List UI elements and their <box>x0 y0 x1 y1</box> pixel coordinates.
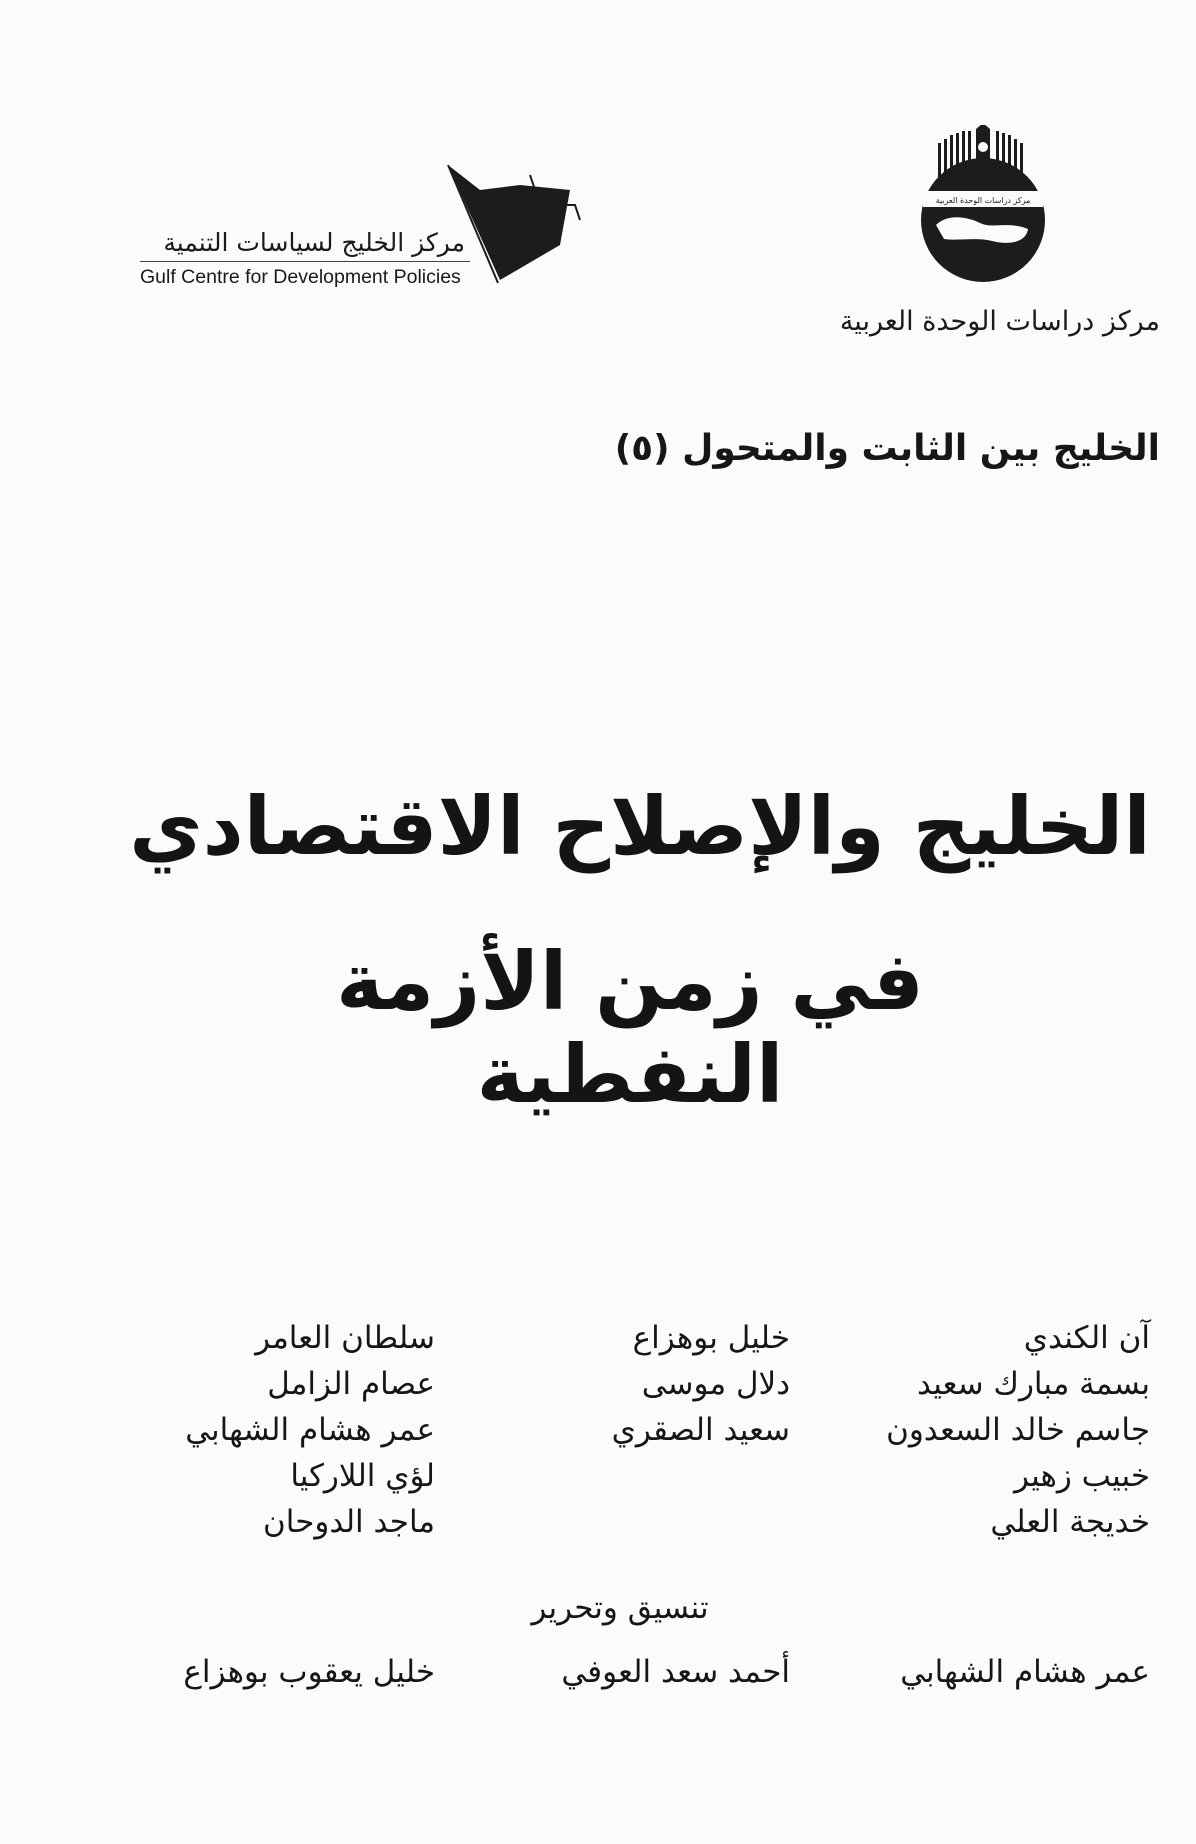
wahda-emblem-text: مركز دراسات الوحدة العربية <box>935 196 1031 205</box>
contributor-name: لؤي اللاركيا <box>290 1458 435 1494</box>
book-title-line-1: الخليج والإصلاح الاقتصادي <box>129 780 1151 873</box>
wahda-emblem-logo <box>888 125 1078 285</box>
contributors-column-left <box>110 1315 435 1545</box>
contributor-name: عمر هشام الشهابي <box>185 1412 435 1448</box>
gulf-centre-name-en: Gulf Centre for Development Policies <box>140 266 461 288</box>
contributor-name: جاسم خالد السعدون <box>886 1412 1150 1448</box>
gulf-centre-name-ar: مركز الخليج لسياسات التنمية <box>163 228 465 257</box>
contributor-name: بسمة مبارك سعيد <box>916 1366 1150 1402</box>
contributor-name: سعيد الصقري <box>611 1412 790 1448</box>
gulf-centre-divider <box>140 261 470 262</box>
editor-name: خليل يعقوب بوهزاع <box>183 1654 435 1690</box>
contributor-name: عصام الزامل <box>267 1366 435 1402</box>
contributors-column-middle <box>470 1315 790 1453</box>
contributor-name: آن الكندي <box>1023 1320 1150 1356</box>
coordination-label: تنسيق وتحرير <box>531 1590 709 1626</box>
contributor-name: دلال موسى <box>641 1366 790 1402</box>
wahda-caption: مركز دراسات الوحدة العربية <box>839 306 1160 337</box>
editor-name: عمر هشام الشهابي <box>900 1654 1150 1690</box>
editor-name: أحمد سعد العوفي <box>561 1654 790 1690</box>
book-title-line-2: في زمن الأزمة النفطية <box>336 935 924 1121</box>
contributor-name: سلطان العامر <box>255 1320 435 1356</box>
contributor-name: خديجة العلي <box>990 1504 1150 1540</box>
contributors-column-right <box>820 1315 1150 1545</box>
contributor-name: ماجد الدوحان <box>262 1504 435 1540</box>
contributor-name: خليل بوهزاع <box>632 1320 790 1356</box>
series-title: الخليج بين الثابت والمتحول (٥) <box>614 428 1160 469</box>
contributor-name: خبيب زهير <box>1014 1458 1150 1494</box>
